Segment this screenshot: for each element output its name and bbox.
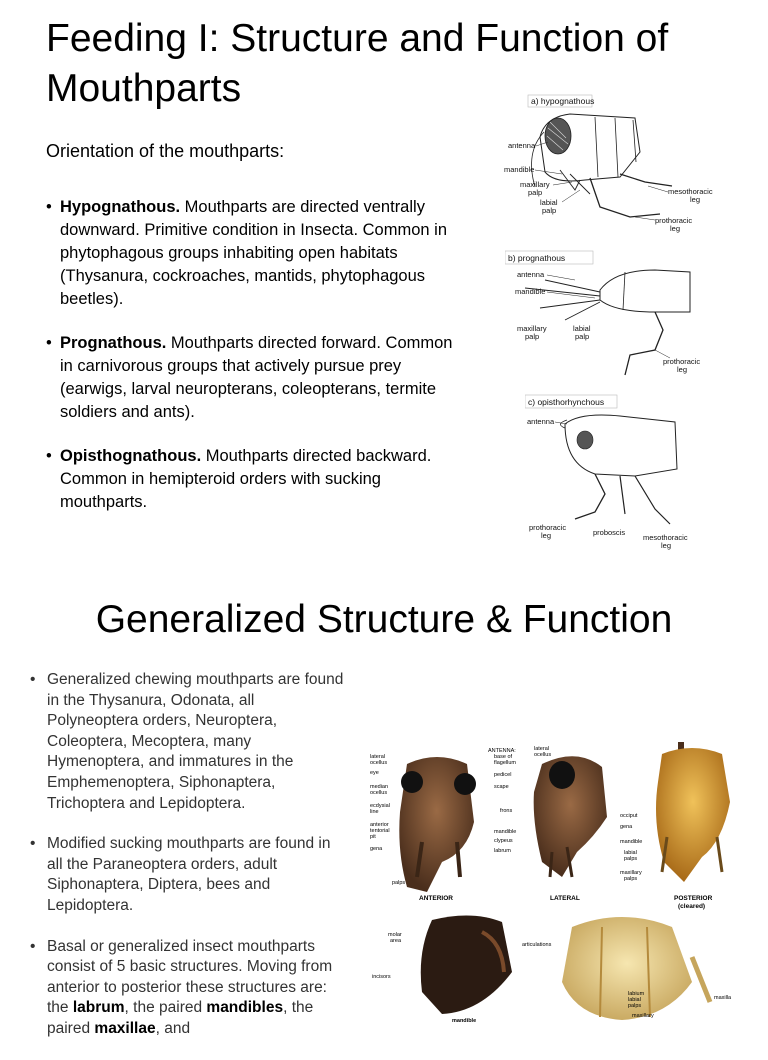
slide-subtitle: Orientation of the mouthparts: [46,141,285,161]
list-item: • Modified sucking mouthparts are found in all the Paraneoptera orders, adult Siphonaptera, Diptera, bees and Lepidoptera. [30,835,331,914]
insect-head-photos [362,742,742,1024]
svg-text:proboscis: proboscis [593,528,626,537]
term-prognathous: Prognathous. [60,334,167,352]
list-item: • Prognathous. Mouthparts directed forward. Common in carnivorous groups that actively pursue prey (earwigs, larval neuropterans, coleopterans, termite soldiers and ants). [46,334,453,421]
svg-text:prothoracic: prothoracic [663,357,701,366]
svg-text:scape: scape [494,784,509,790]
svg-text:gena: gena [370,846,383,852]
figure-caption: a) hypognathous [531,96,595,106]
slide-title: Generalized Structure & Function [95,598,673,641]
svg-text:antenna: antenna [508,141,536,150]
figure-opisthorhynchous [525,394,725,554]
svg-text:maxillary: maxillary [632,1013,654,1019]
svg-text:frons: frons [500,808,513,814]
svg-text:antenna: antenna [517,270,545,279]
list-text: Basal or generalized insect mouthparts consist of 5 basic structures. Moving from anterior to posterior these structures are: the [47,937,333,1017]
svg-text:incisors: incisors [372,974,391,980]
svg-text:labium: labium [628,991,645,997]
svg-text:leg: leg [690,195,701,204]
list-item: • Basal or generalized insect mouthparts consist of 5 basic structures. Moving from anterior to posterior these structures are: the labrum, the paired mandibles, the paired maxillae, and [30,937,333,1037]
term-opisthognathous: Opisthognathous. [60,447,202,465]
svg-text:lateral: lateral [370,754,385,760]
term-description: Mouthparts directed backward. Common in hemipteroid orders with sucking mouthparts. [60,447,432,511]
svg-text:ocellus: ocellus [370,790,388,796]
figure-caption: c) opisthorhynchous [528,397,605,407]
svg-text:lateral: lateral [534,746,549,752]
slide-generalized-structure [0,576,768,1037]
term-description: Mouthparts are directed ventrally downward. Primitive condition in Insecta. Common in phytophagous groups inhabiting open habitats (Thysanura, cockroaches, mantids, phytophagous beetles). [60,198,448,308]
svg-text:ANTENNA:: ANTENNA: [488,748,516,754]
svg-text:POSTERIOR: POSTERIOR [674,895,713,902]
svg-text:prothoracic: prothoracic [655,216,693,225]
svg-text:LATERAL: LATERAL [550,895,580,902]
svg-text:maxillary: maxillary [517,324,547,333]
svg-text:mesothoracic: mesothoracic [643,533,688,542]
mandible-photo [421,915,512,1014]
term-maxillae: maxillae [94,1019,156,1037]
svg-text:ANTERIOR: ANTERIOR [419,895,453,902]
svg-text:labial: labial [628,997,641,1003]
figure-hypognathous [500,92,740,242]
svg-text:maxillary: maxillary [520,180,550,189]
svg-text:mandible: mandible [452,1018,477,1024]
svg-text:ocellus: ocellus [370,760,388,766]
orientation-list [46,196,466,535]
svg-text:mandible: mandible [515,287,546,296]
svg-text:ocellus: ocellus [534,752,552,758]
slide-title: Feeding I: Structure and Function of Mouthparts [46,17,669,110]
svg-text:line: line [370,809,379,815]
svg-text:leg: leg [670,224,681,233]
svg-text:leg: leg [677,365,688,374]
svg-text:palp: palp [528,188,543,197]
figure-caption: b) prognathous [508,253,566,263]
svg-text:maxillary: maxillary [620,870,642,876]
list-text: Generalized chewing mouthparts are found in the Thysanura, Odonata, all Polyneoptera orders, Neuroptera, Coleoptera, Mecoptera, many Hymenoptera, and immatures in the Emphemenoptera, Siphonaptera, Trichoptera and Lepidoptera. [47,671,344,812]
svg-text:(cleared): (cleared) [678,903,706,910]
term-mandibles: mandibles [206,999,284,1017]
svg-text:labial: labial [573,324,591,333]
svg-text:leg: leg [661,541,672,550]
svg-text:mandible: mandible [494,829,517,835]
svg-text:palps: palps [628,1003,642,1009]
svg-text:pit: pit [370,834,376,840]
svg-text:tentorial: tentorial [370,828,390,834]
svg-text:molar: molar [388,932,402,938]
svg-text:prothoracic: prothoracic [529,523,567,532]
list-item: • Generalized chewing mouthparts are found in the Thysanura, Odonata, all Polyneoptera orders, Neuroptera, Coleoptera, Mecoptera, many Hymenoptera, and immatures in the Emphemenoptera, Siphonaptera, Trichoptera and Lepidoptera. [30,671,344,812]
svg-text:maxilla: maxilla [714,995,732,1001]
svg-text:palps: palps [624,856,638,862]
svg-text:clypeus: clypeus [494,838,513,844]
svg-text:occiput: occiput [620,813,638,819]
svg-text:palp: palp [525,332,540,341]
svg-text:mandible: mandible [504,165,535,174]
svg-text:labrum: labrum [494,848,511,854]
svg-text:mandible: mandible [620,839,643,845]
lateral-head-photo [534,756,607,877]
term-description: Mouthparts directed forward. Common in carnivorous groups that actively pursue prey (earwigs, larval neuropterans, coleopterans, termite soldiers and ants). [60,334,453,421]
svg-text:palps: palps [624,876,638,882]
svg-text:flagellum: flagellum [494,760,517,766]
anterior-head-photo [399,757,476,892]
list-item: • Hypognathous. Mouthparts are directed ventrally downward. Primitive condition in Insecta. Common in phytophagous groups inhabiting open habitats (Thysanura, cockroaches, mantids, phytophagous beetles). [46,198,448,308]
posterior-head-photo [656,742,730,882]
svg-text:anterior: anterior [370,822,389,828]
figure-prognathous [505,250,735,380]
svg-text:median: median [370,784,389,790]
structure-list [30,670,348,1060]
term-labrum: labrum [72,999,125,1017]
svg-text:pedicel: pedicel [494,772,512,778]
svg-text:mesothoracic: mesothoracic [668,187,713,196]
list-text: Modified sucking mouthparts are found in all the Paraneoptera orders, adult Siphonaptera, Diptera, bees and Lepidoptera. [47,835,331,914]
svg-text:palp: palp [575,332,590,341]
svg-text:area: area [390,938,402,944]
svg-text:antenna: antenna [527,417,555,426]
svg-text:labial: labial [540,198,558,207]
svg-text:gena: gena [620,824,633,830]
list-item: • Opisthognathous. Mouthparts directed backward. Common in hemipteroid orders with sucking mouthparts. [46,447,432,511]
svg-text:ecdysial: ecdysial [370,803,390,809]
svg-text:leg: leg [541,531,552,540]
svg-text:palps: palps [392,880,406,886]
term-hypognathous: Hypognathous. [60,198,181,216]
svg-text:labial: labial [624,850,637,856]
svg-text:palp: palp [542,206,557,215]
svg-text:base of: base of [494,754,513,760]
svg-text:eye: eye [370,770,379,776]
svg-text:articulations: articulations [522,942,552,948]
